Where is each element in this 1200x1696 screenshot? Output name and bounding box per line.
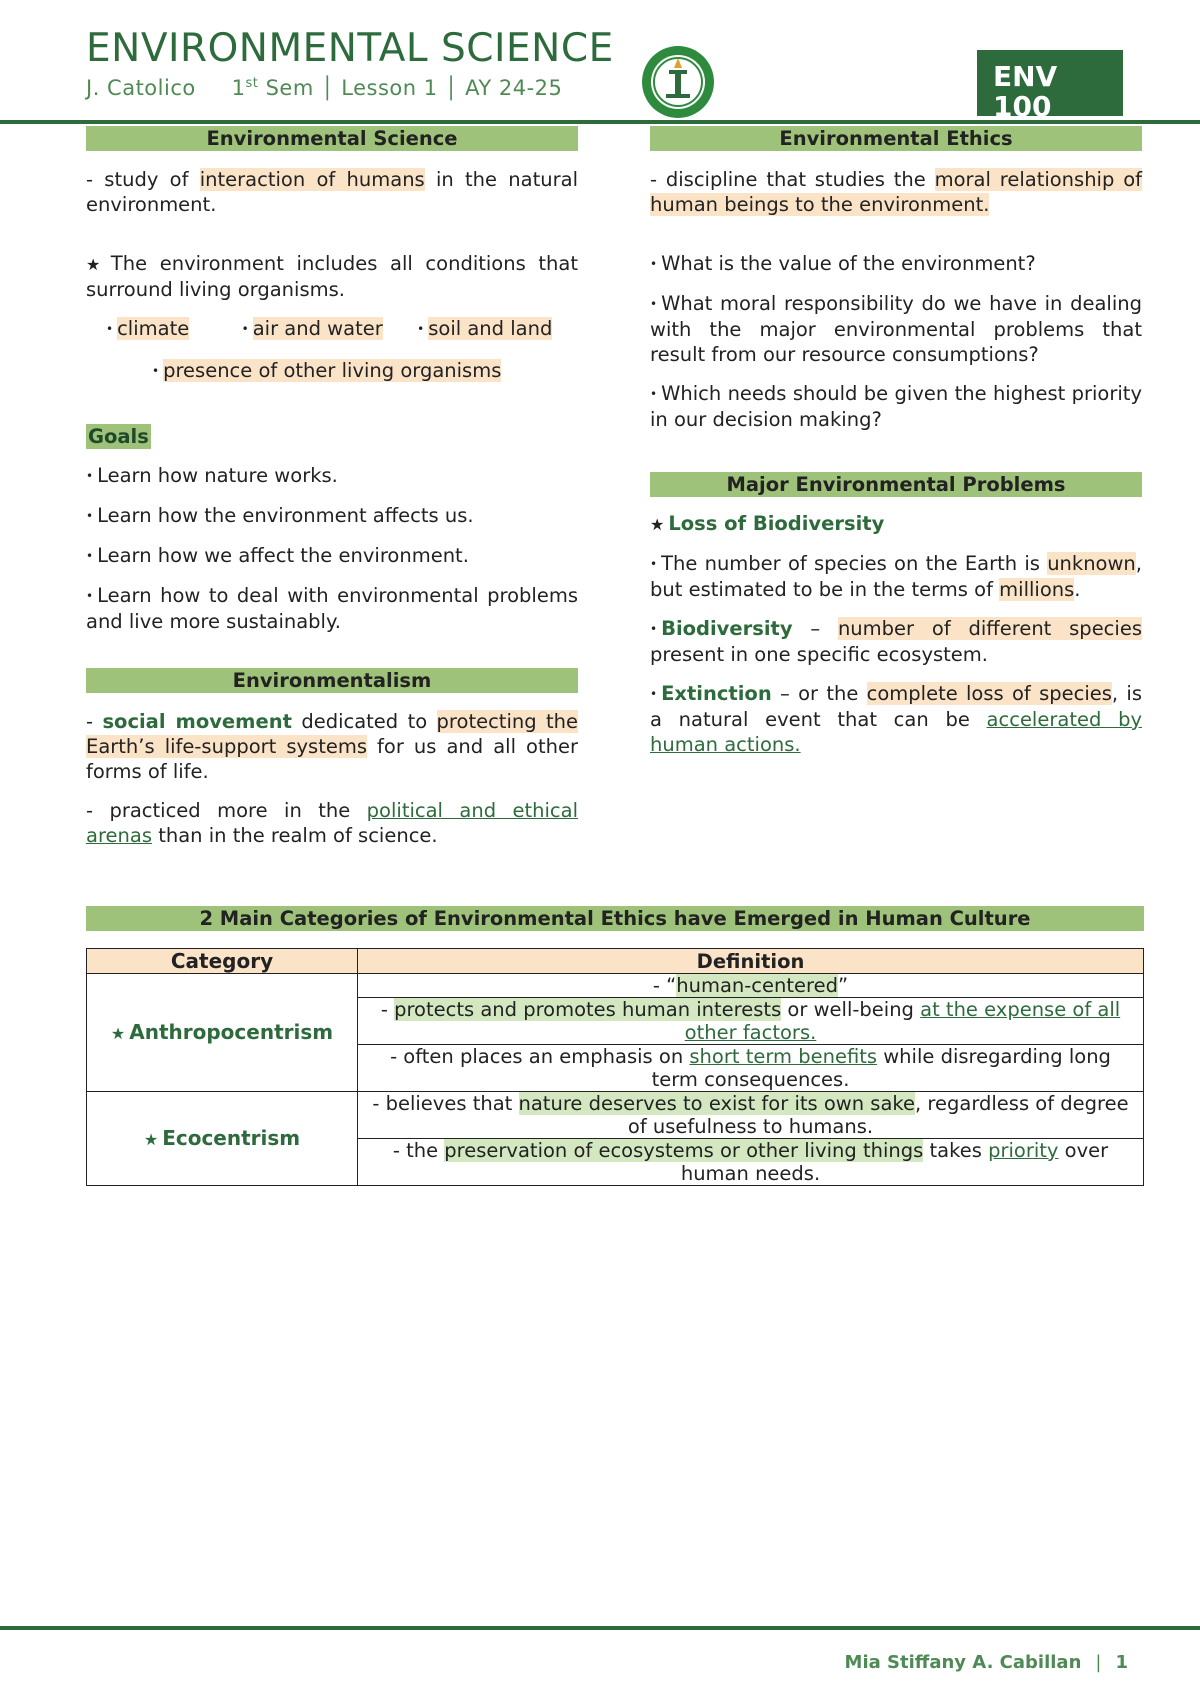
environmental-science-definition: - study of interaction of humans in the natural environment. — [86, 168, 579, 216]
table-row — [87, 974, 1144, 998]
page-footer: Mia Stiffany A. Cabillan | 1 — [844, 1652, 1128, 1673]
star-icon: ★ — [110, 1023, 126, 1043]
definition-cell: - protects and promotes human interests or well-being at the expense of all other factors. — [358, 998, 1144, 1045]
list-item: • Learn how to deal with environmental problems and live more sustainably. — [86, 584, 578, 633]
star-icon: ★ — [143, 1129, 159, 1149]
section-header-environmental-science: Environmental Science — [86, 126, 578, 151]
list-item: • soil and land — [417, 317, 553, 340]
page-subtitle: J. Catolico 1st Sem │ Lesson 1 │ AY 24-25 — [86, 76, 563, 100]
table-header-row — [87, 949, 1144, 974]
section-header-ethics-categories: 2 Main Categories of Environmental Ethics have Emerged in Human Culture — [86, 906, 1144, 931]
section-header-environmentalism: Environmentalism — [86, 668, 578, 693]
table-row — [87, 1092, 1144, 1139]
list-item: • Which needs should be given the highest priority in our decision making? — [650, 382, 1142, 431]
header-divider — [0, 120, 1200, 124]
list-item: • Biodiversity – number of different species present in one specific ecosystem. — [650, 617, 1142, 666]
list-item: • climate — [106, 317, 190, 340]
star-icon: ★ — [86, 255, 107, 274]
list-item: • Learn how the environment affects us. — [86, 504, 474, 527]
section-header-major-problems: Major Environmental Problems — [650, 472, 1142, 497]
definition-cell: - often places an emphasis on short term benefits while disregarding long term consequences. — [358, 1045, 1144, 1092]
list-item: • The number of species on the Earth is unknown, but estimated to be in the terms of millions. — [650, 552, 1142, 601]
goals-heading: Goals — [88, 425, 149, 448]
definition-cell: - the preservation of ecosystems or other living things takes priority over human needs. — [358, 1139, 1144, 1186]
list-item: • Extinction – or the complete loss of species, is a natural event that can be accelerated by human actions. — [650, 682, 1142, 756]
left-column — [86, 126, 578, 848]
environmentalism-practice: - practiced more in the political and ethical arenas than in the realm of science. — [86, 799, 579, 847]
semester: 1st Sem — [231, 76, 314, 100]
star-icon: ★ — [650, 515, 665, 534]
list-item: • presence of other living organisms — [152, 359, 502, 382]
list-item: • Learn how nature works. — [86, 464, 338, 487]
lesson: Lesson 1 — [341, 76, 438, 100]
category-anthropocentrism: ★ Anthropocentrism — [87, 974, 358, 1092]
ethics-categories-table — [86, 948, 1144, 1186]
right-column — [650, 126, 1142, 757]
list-item: • air and water — [241, 317, 383, 340]
category-ecocentrism: ★ Ecocentrism — [87, 1092, 358, 1186]
academic-year: AY 24-25 — [465, 76, 563, 100]
school-seal-icon — [640, 44, 716, 120]
footer-divider — [0, 1626, 1200, 1630]
environmental-ethics-definition: - discipline that studies the moral relationship of human beings to the environment. — [650, 168, 1142, 216]
environment-note: ★ The environment includes all conditions that surround living organisms. — [86, 252, 578, 301]
list-item: • What moral responsibility do we have in dealing with the major environmental problems that result from our resource consumptions? — [650, 292, 1142, 366]
course-code-badge: ENV 100 — [977, 50, 1123, 116]
environmentalism-definition: - social movement dedicated to protecting the Earth’s life-support systems for us and all other forms of life. — [86, 710, 579, 783]
column-header-definition: Definition — [358, 949, 1144, 974]
condition-list — [86, 316, 578, 342]
definition-cell: - “human-centered” — [358, 974, 1144, 998]
section-header-environmental-ethics: Environmental Ethics — [650, 126, 1142, 151]
column-header-category: Category — [87, 949, 358, 974]
list-item: • What is the value of the environment? — [650, 252, 1036, 275]
list-item: • Learn how we affect the environment. — [86, 544, 469, 567]
footer-author: Mia Stiffany A. Cabillan — [844, 1652, 1082, 1673]
page-number: 1 — [1115, 1652, 1128, 1673]
page-title: ENVIRONMENTAL SCIENCE — [86, 26, 614, 71]
author: J. Catolico — [86, 76, 196, 100]
definition-cell: - believes that nature deserves to exist for its own sake, regardless of degree of usefulness to humans. — [358, 1092, 1144, 1139]
loss-of-biodiversity-heading: ★ Loss of Biodiversity — [650, 512, 885, 535]
